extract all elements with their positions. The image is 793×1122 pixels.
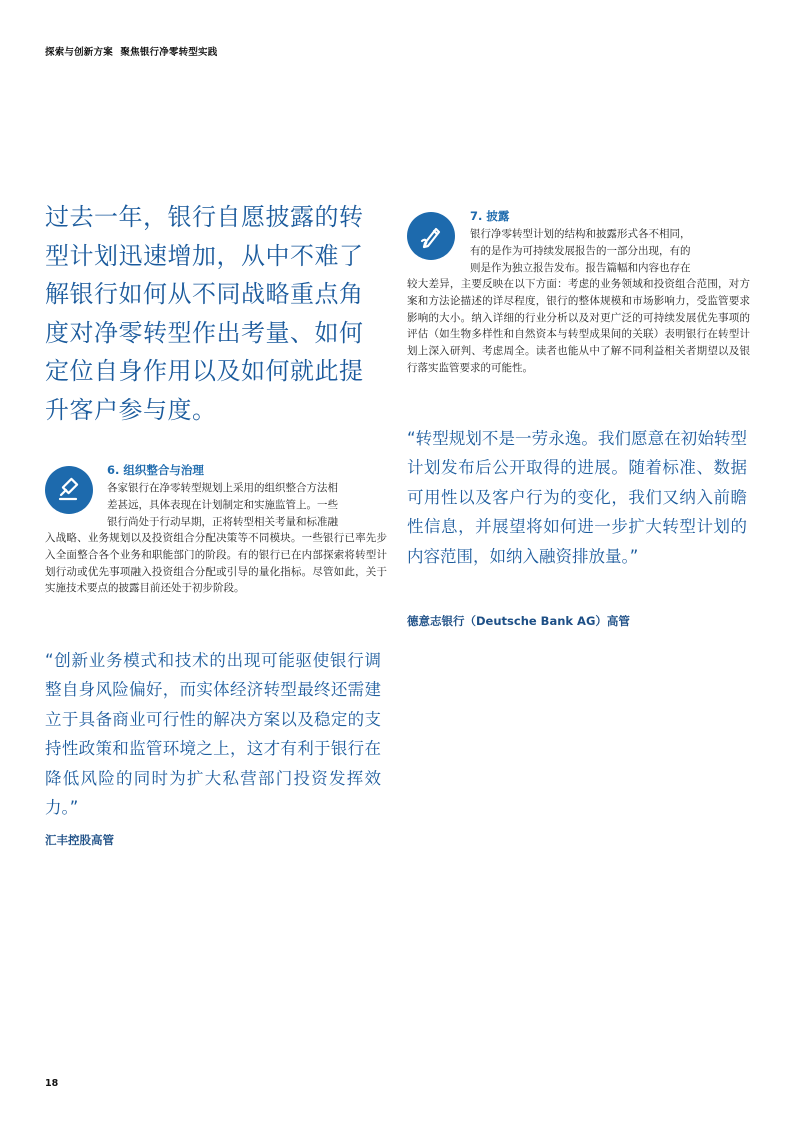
header-title: 聚焦银行净零转型实践	[120, 47, 218, 58]
section-7-line: 有的是作为可持续发展报告的一部分出现，有的	[470, 244, 691, 257]
section-6-line: 差甚远，具体表现在计划制定和实施监管上。一些	[107, 498, 338, 511]
page-number: 18	[45, 1078, 59, 1089]
section-6-body: 入战略、业务规划以及投资组合分配决策等不同模块。一些银行已率先步入全面整合各个业务和职能部门的阶段。有的银行已在内部探索将转型计划行动或优先事项融入投资组合分配或引导的量化指标。尽管如此，关于实施技术要点的披露目前还处于初步阶段。	[45, 532, 387, 595]
section-7-line: 则是作为独立报告发布。报告篇幅和内容也存在	[470, 261, 691, 274]
section-6-title: 6. 组织整合与治理	[107, 463, 204, 477]
section-7-body-narrow	[470, 226, 750, 276]
deutsche-bank-quote: “转型规划不是一劳永逸。我们愿意在初始转型计划发布后公开取得的进展。随着标准、数据可用性以及客户行为的变化，我们又纳入前瞻性信息，并展望将如何进一步扩大转型计划的内容范围，如纳入融资排放量。”	[407, 429, 747, 566]
hsbc-quote: “创新业务模式和技术的出现可能驱使银行调整自身风险偏好，而实体经济转型最终还需建立于具备商业可行性的解决方案以及稳定的支持性政策和监管环境之上，这才有利于银行在降低风险的同时为扩大私营部门投资发挥效力。”	[45, 651, 381, 818]
section-6-body-narrow	[107, 480, 387, 530]
section-6-line: 各家银行在净零转型规划上采用的组织整合方法相	[107, 482, 338, 494]
hsbc-attribution: 汇丰控股高管	[45, 833, 114, 847]
pen-icon	[407, 212, 455, 260]
section-7-body: 较大差异，主要反映在以下方面：考虑的业务领域和投资组合范围，对方案和方法论描述的详尽程度，银行的整体规模和市场影响力，受监管要求影响的大小。纳入详细的行业分析以及对更广泛的可持续发展优先事项的评估（如生物多样性和自然资本与转型成果间的关联）表明银行在转型计划上深入研判、考虑周全。读者也能从中了解不同利益相关者期望以及银行落实监管要求的可能性。	[407, 278, 750, 374]
deutsche-bank-attribution: 德意志银行（Deutsche Bank AG）高管	[407, 614, 630, 628]
header-section: 探索与创新方案	[45, 47, 113, 58]
running-header	[45, 44, 217, 58]
intro-pull-quote: 过去一年，银行自愿披露的转型计划迅速增加，从中不难了解银行如何从不同战略重点角度对净零转型作出考量、如何定位自身作用以及如何就此提升客户参与度。	[45, 203, 364, 424]
section-7-line: 银行净零转型计划的结构和披露形式各不相同，	[470, 228, 691, 240]
section-6-line: 银行尚处于行动早期，正将转型相关考量和标准融	[107, 515, 338, 528]
gavel-icon	[45, 466, 93, 514]
section-7-title: 7. 披露	[470, 209, 510, 223]
